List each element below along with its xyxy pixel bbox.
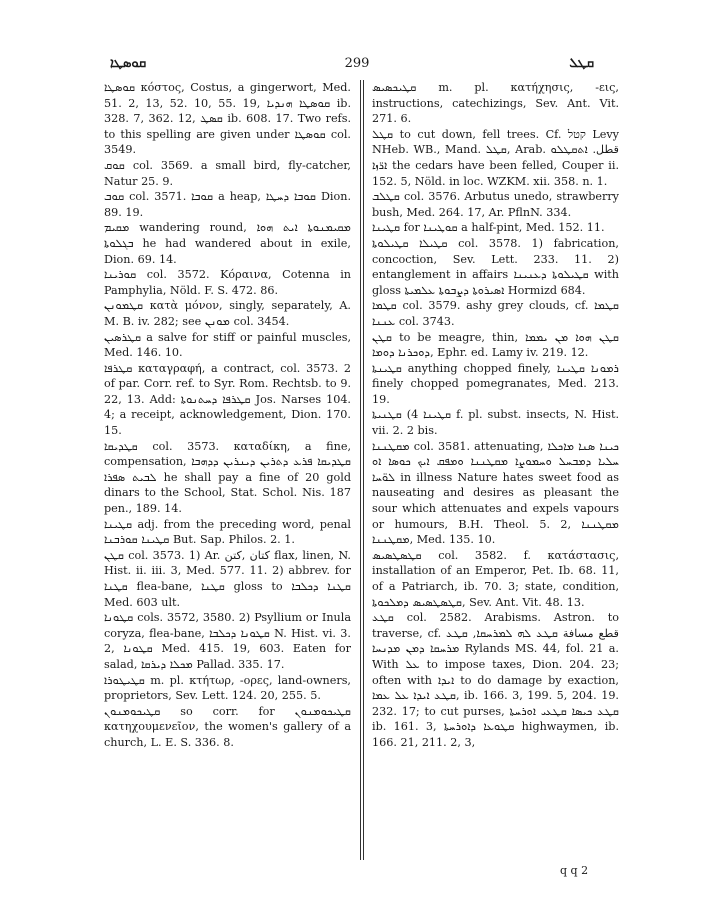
entry: ܩܘܣܛܐ κόστος, Costus, a gingerwort, Med. 51. 2, 13, 52. 10, 55. 19, ܩܘܣܛܐ ܗܢܕܝܐ ib. 328. 7, 362. 12, ܩܣܛ ib. 608. 17. Two refs. to this spelling are given under ܩܘܣܛܐ col. 3549. <box>104 81 352 157</box>
column-rule <box>363 80 364 860</box>
entry: ܩܘܩ col. 3569. a small bird, fly-catcher, Natur 25. 9. <box>104 158 351 188</box>
entry: ܩܘܪܝܢܐ col. 3572. Κόραινα, Cotenna in Pamphylia, Nöld. F. S. 472. 86. <box>104 268 351 297</box>
entry: ܩܛܢ to be meagre, thin, ܩܛܢ ܗܘܐ ܡܢ ܝܡܡܐ ܕܘܟܪܢܐ ܕܘܡܐ, Ephr. ed. Lamy iv. 219. 12. <box>372 330 619 360</box>
signature-mark: q q 2 <box>560 864 589 877</box>
entry: ܩܛܝܢܐ for ܩܘܛܝܢܐ a half-pint, Med. 152. 11. <box>372 221 605 235</box>
entry: ܩܛܝܢܐ adj. from the preceding word, penal ܩܛܝܢܐ ܩܘܪܒܢܐ But. Sap. Philos. 2. 1. <box>104 517 351 547</box>
entry: ܩܛܝܛܘܪܐ m. pl. κτήτωρ, -ορες, land-owners, proprietors, Sev. Lett. 124. 20, 255. 5. <box>104 673 351 703</box>
entry: ܩܛܠܒ col. 3576. Arbutus unedo, strawberry bush, Med. 264. 17, Ar. PflnN. 334. <box>372 190 619 219</box>
entry: ܩܛܡܐ col. 3579. ashy grey clouds, cf. ܩܛܡܐ ܥܢܢܐ col. 3743. <box>372 299 619 328</box>
entry: ܩܛܕܝܩܐ col. 3573. καταδίκη, a fine, compensation, ܩܛܕܝܩܐ ܦܪܥ ܕܬܪܝܢ ܕܝܢܪܝܢ ܕܕܗܒܐ ܠܒܝܬ ܣܦܪܐ he shall pay a fine of 20 gold dinars to the School, Stat. Schol. Nis. 187 pen., 189. 14. <box>104 439 351 516</box>
entry: ܩܛܢ col. 3573. 1) Ar. كتان ,كتن flax, linen, N. Hist. ii. iii. 3, Med. 577. 11. 2) abbrev. for ܩܛܢܐ flea-bane, ܩܛܢܐ gloss to ܩܛܢܐ ܕܟܠܒܐ Med. 603 ult. <box>104 548 352 609</box>
entry: ܩܛܠ to cut down, fell trees. Cf. קטל Levy NHeb. WB., Mand. ܩܛܠ, Arab. قطل. ܐܬܩܛܠܘ ܐܪ̈ܙܐ the cedars have been felled, Couper ii. 152. 5, Nöld. in loc. WZKM. xii. 358. n. 1. <box>372 127 620 188</box>
right-column <box>372 80 619 751</box>
header-left-word: ܩܘܣܛܐ <box>110 56 147 71</box>
entry: ܡܩܛܢܢܐ col. 3581. attenuating, ܟܝܢܐ ܣܢܐ ܡܐܟܠܐ ܚܠܝܐ ܕܡܒܚܠ ܘܚܡܘܨܐ ܡܩܛܢܢܐ ܘܡܦܩ ܐܝܟ ܟܘܣܐ ܐܘ ܠܘ̈ܚܐ in illness Nature hates sweet food as nauseating and desires as pleasant the sour which attenuates and expels vapours or humours, B.H. Theol. 5. 2, ܡܩܛܢܢܐ ܡܩܛܢܢܐ, Med. 135. 10. <box>372 439 619 547</box>
entry: ܩܛܝܢܬܐ anything chopped finely, ܪܡܘܢܐ ܩܛܝܢܐ finely chopped pomegranates, Med. 213. 19. <box>372 361 619 406</box>
entry: ܩܛܪܣܝܢ a salve for stiff or painful muscles, Med. 146. 10. <box>104 330 351 360</box>
entry: ܩܛܥ col. 2582. Arabisms. Astron. to traverse, cf. قطع مسافة ܩܛܥ ܠܗ ܠܡܪܚܩܐ, ܩܛܥ ܡܪܚܩܐ ܕܡܢ ܡܕܢܚܐ Rylands MS. 44, fol. 21 a. With ܥܠ to impose taxes, Dion. 204. 23; often with ܐܝܕܐ to do damage by exaction, ܩܛܥ ܐܝܕܐ ܥܠ ܥܡܐ, ib. 166. 3, 199. 5, 204. 19. 232. 17; to cut purses, ܩܛܥ ܟܝܣܐ ܩܛܥܝ ܐܘܪܚܬܐ ib. 161. 3, ܩܛܘܥܐ ܕܐܘܪܚܬܐ highwaymen, ib. 166. 21, 211. 2, 3, <box>372 611 619 749</box>
entry: ܩܛܣܛܣܝܣ col. 3582. f. κατάστασις, installation of an Emperor, Pet. Ib. 68. 11, of a Patriarch, ib. 70. 3; state, condition, ܩܛܣܛܣܝܣ ܕܡܠܟܘܬܐ, Sev. Ant. Vit. 48. 13. <box>372 548 619 609</box>
header-right-word: ܩܛܠ <box>569 56 594 71</box>
left-column <box>104 80 351 751</box>
entry: ܩܛܡܘܢܢ κατὰ μόνον, singly, separately, A. M. B. iv. 282; see ܡܘܢܢ col. 3454. <box>104 299 351 328</box>
entry: ܩܛܝܟܣܝܣ m. pl. κατήχησις, -εις, instructions, catechizings, Sev. Ant. Vit. 271. 6. <box>372 81 619 126</box>
entry: ܩܘܒ col. 3571. ܩܘܒܐ a heap, ܩܘܒܐ ܕܚܛܐ Dion. 89. 19. <box>104 190 351 219</box>
entry: ܩܛܘܢܐ cols. 3572, 3580. 2) Psyllium or Inula coryza, flea-bane, ܩܛܘܢܐ ܕܟܠܒܐ N. Hist. vi. 3. 2, ܩܛܘܢܐ Med. 415. 19, 603. Eaten for salad, ܡܟܠܐ ܕܝܪܩܐ Pallad. 335. 17. <box>104 611 352 671</box>
entry: ܩܛܝܢܐ 4) ܩܛܢܝܬܐ f. pl. subst. insects, N. Hist. vii. 2. 2 bis. <box>372 408 619 438</box>
page-number: 299 <box>344 56 370 71</box>
entry: ܩܛܪܦܐ καταγραφή, a contract, col. 3573. 2 of par. Corr. ref. to Syr. Rom. Rechtsb. to 9. 22, 13. Add: ܩܛܪܦܐ ܕܚܬܢܘܬܐ Jos. Narses 104. 4; a receipt, acknowledgement, Dion. 170. 15. <box>104 361 351 438</box>
entry: ܡܩܝܡ wandering round, ܡܩܝܡܢܘܬܐ ܐܝܬ ܗܘܐ ܒܓܠܘܬܐ he had wandered about in exile, Dion. 69. 14. <box>104 221 351 266</box>
entry: ܩܛܝܠܐ ܩܛܝܠܘܬܐ col. 3578. 1) fabrication, concoction, Sev. Lett. 233. 11. 2) entanglement in affairs ܩܛܝܠܘܬܐ ܕܥܢܝܢܐ with gloss ܐܣܝܪܘܬܐ ܕܨܒܘܬܐ ܥܠܡܝܬܐ Hormizd 684. <box>372 236 619 297</box>
entry: ܩܛܝܟܘܡܢܘܢ so corr. for ܩܛܝܟܘܡܢܘܢ κατηχουμενεῖον, the women's gallery of a church, L. E. S. 336. 8. <box>104 704 351 749</box>
column-rule <box>360 80 361 860</box>
page-header <box>104 56 610 78</box>
